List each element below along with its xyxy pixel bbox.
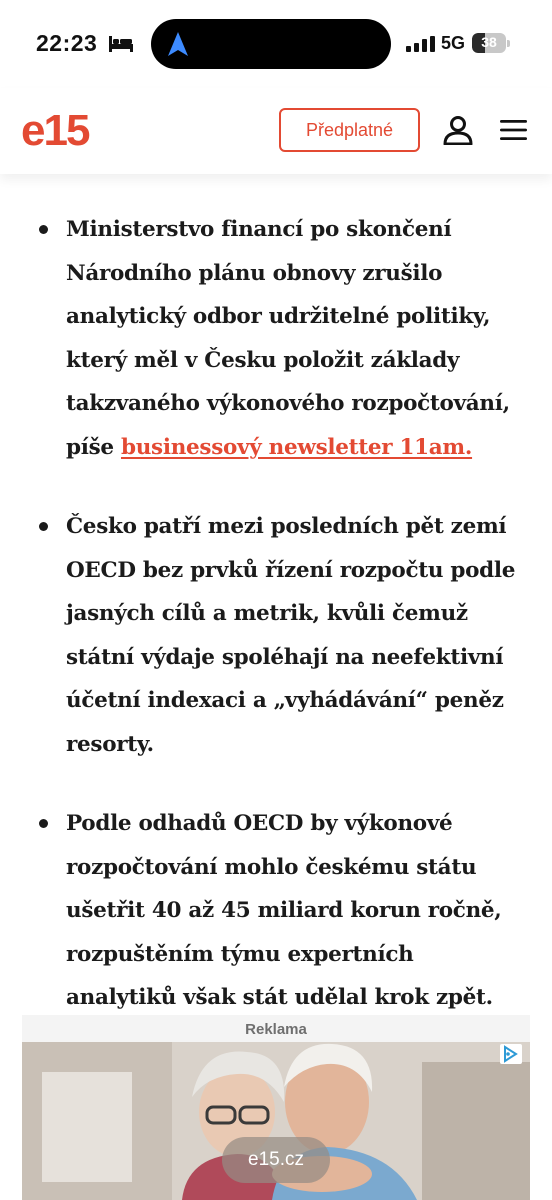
- bullet-text: Česko patří mezi posledních pět zemí OECD bez prvků řízení rozpočtu podle jasných cílů a metrik, kvůli čemuž státní výdaje spoléhají na neefektivní účetní indexaci a „vyhádávání“ peněz resorty.: [66, 514, 516, 757]
- user-icon[interactable]: [443, 115, 473, 145]
- status-bar: [0, 0, 552, 88]
- bullet-dot: [39, 522, 48, 531]
- battery-icon: [472, 33, 510, 53]
- list-item: [0, 505, 552, 766]
- subscribe-button[interactable]: Předplatné: [279, 108, 420, 152]
- menu-icon[interactable]: [500, 120, 527, 140]
- e15-logo[interactable]: e15: [21, 106, 89, 155]
- summary-bullets: [0, 208, 552, 1020]
- navigation-arrow-icon: [168, 32, 188, 56]
- browser-url-pill[interactable]: e15.cz: [222, 1137, 330, 1183]
- adchoices-icon[interactable]: [500, 1044, 522, 1064]
- bullet-dot: [39, 819, 48, 828]
- dynamic-island: [151, 19, 391, 69]
- site-header: [0, 88, 552, 174]
- bullet-text: Podle odhadů OECD by výkonové rozpočtování mohlo českému státu ušetřit 40 až 45 miliard korun ročně, rozpuštěním týmu expertních analytiků však stát udělal krok zpět.: [66, 811, 502, 1010]
- bullet-dot: [39, 225, 48, 234]
- status-time: 22:23: [36, 30, 98, 56]
- list-item: [0, 208, 552, 469]
- signal-icon: [406, 36, 436, 52]
- network-type: 5G: [441, 33, 466, 53]
- bed-icon: [109, 36, 133, 52]
- list-item: [0, 802, 552, 1020]
- newsletter-link[interactable]: businessový newsletter 11am.: [120, 434, 473, 460]
- battery-percent: 38: [481, 34, 497, 50]
- bullet-text: Ministerstvo financí po skončení Národního plánu obnovy zrušilo analytický odbor udržitelné politiky, který měl v Česku položit základy takzvaného výkonového rozpočtování, píše: [66, 217, 510, 460]
- ad-label: Reklama: [245, 1021, 307, 1038]
